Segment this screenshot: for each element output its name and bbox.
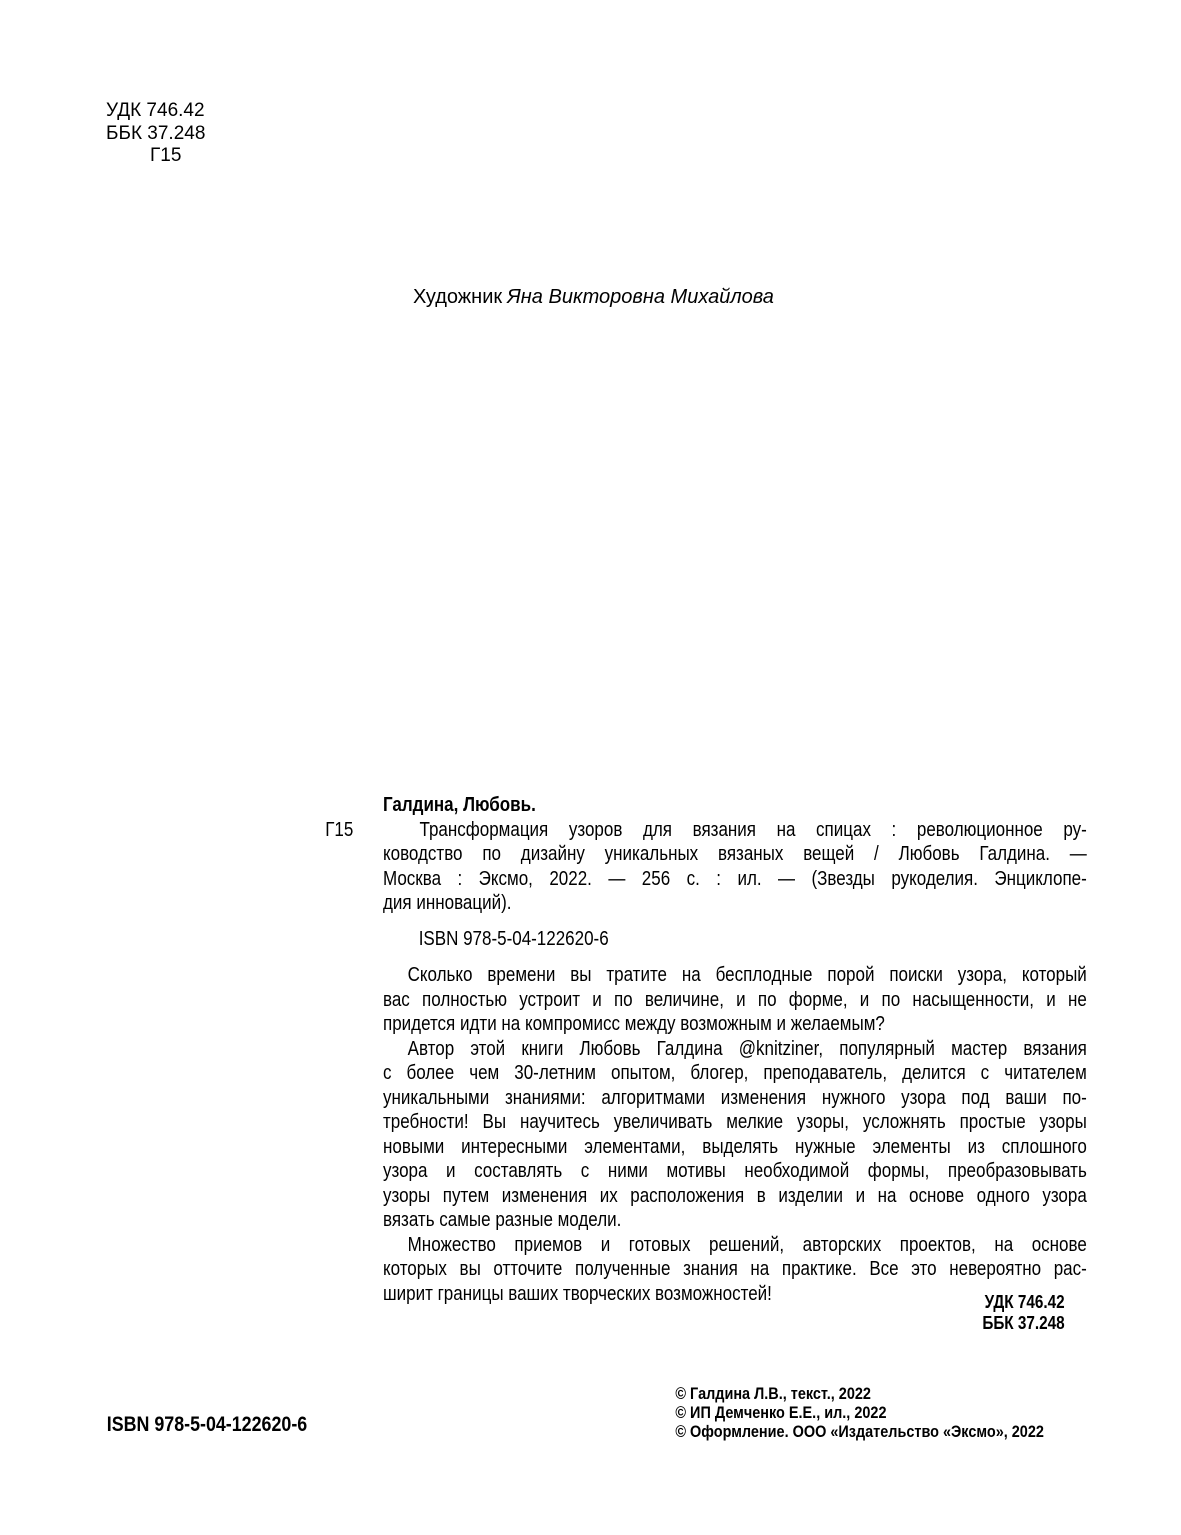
- text-line: дия инноваций).: [383, 892, 512, 914]
- copyright-line-text: © Галдина Л.В., текст., 2022: [675, 1384, 871, 1403]
- imprint-text-column: [106, 793, 1087, 1441]
- text-line: Сколько времени вы тратите на бесплодные порой поиски узора, который: [407, 964, 1087, 986]
- text-line: с более чем 30-летним опытом, блогер, преподаватель, делится с читателем: [383, 1062, 1087, 1084]
- bbk-code: ББК 37.248: [106, 122, 206, 144]
- text-line: Трансформация узоров для вязания на спицах : революционное ру-: [419, 818, 1087, 841]
- bbk-code-bottom: ББК 37.248: [982, 1313, 1065, 1333]
- udk-code-bottom: УДК 746.42: [984, 1292, 1065, 1312]
- text-line: вас полностью устроит и по величине, и по форме, и по насыщенности, и не: [383, 988, 1087, 1011]
- bibliography-description: [383, 818, 1087, 916]
- copyright-block: [675, 1385, 1044, 1441]
- text-line: ширит границы ваших творческих возможностей!: [383, 1282, 772, 1305]
- bibliography-author-heading: Галдина, Любовь.: [383, 794, 536, 816]
- text-line: узоры путем изменения их расположения в изделии и на основе одного узора: [383, 1184, 1087, 1207]
- isbn-line: ISBN 978-5-04-122620-6: [418, 927, 609, 950]
- text-line: ководство по дизайну уникальных вязаных вещей / Любовь Галдина. —: [383, 843, 1087, 865]
- text-line: требности! Вы научитесь увеличивать мелкие узоры, усложнять простые узоры: [383, 1111, 1087, 1133]
- text-line: Москва : Эксмо, 2022. — 256 с. : ил. — (Звезды рукоделия. Энциклопе-: [383, 867, 1087, 890]
- udk-code: УДК 746.42: [106, 100, 205, 121]
- text-line: Автор этой книги Любовь Галдина @knitziner, популярный мастер вязания: [407, 1037, 1087, 1060]
- bibliography-author-sign: Г15: [325, 818, 354, 841]
- annotation-paragraph: [383, 963, 1087, 1037]
- text-line: узора и составлять с ними мотивы необходимой формы, преобразовывать: [383, 1160, 1087, 1182]
- catalog-codes-bottom: [982, 1292, 1064, 1334]
- author-sign-code: Г15: [150, 145, 182, 166]
- text-line: вязать самые разные модели.: [383, 1209, 622, 1231]
- artist-credit-label: Художник: [413, 286, 503, 308]
- isbn-bottom: ISBN 978-5-04-122620-6: [106, 1413, 308, 1436]
- catalog-codes-top: [106, 100, 205, 168]
- text-line: которых вы отточите полученные знания на практике. Все это невероятно рас-: [383, 1258, 1087, 1280]
- text-line: новыми интересными элементами, выделять нужные элементы из сплошного: [383, 1135, 1087, 1158]
- annotation-paragraph: [383, 1233, 1087, 1307]
- artist-credit: [413, 285, 774, 309]
- text-line: придется идти на компромисс между возможным и желаемым?: [383, 1013, 885, 1035]
- copyright-line-illustrations: © ИП Демченко Е.Е., ил., 2022: [675, 1402, 887, 1422]
- artist-name: Яна Викторовна Михайлова: [507, 286, 774, 308]
- annotation-paragraph: [383, 1037, 1087, 1233]
- text-line: Множество приемов и готовых решений, авторских проектов, на основе: [407, 1233, 1087, 1256]
- copyright-line-publisher: © Оформление. ООО «Издательство «Эксмо», 2022: [675, 1421, 1044, 1441]
- text-line: уникальными знаниями: алгоритмами изменения нужного узора под ваши по-: [383, 1086, 1087, 1109]
